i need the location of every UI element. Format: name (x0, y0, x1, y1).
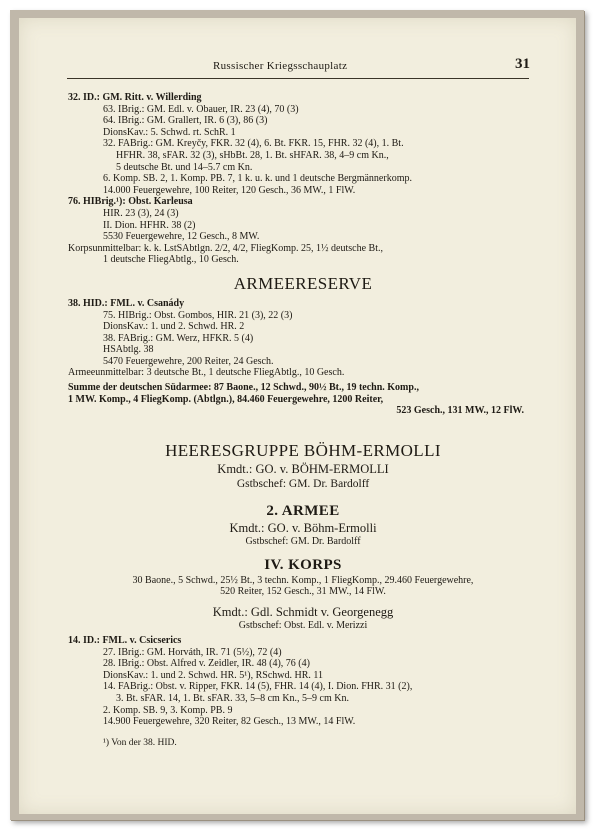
text-line: DionsKav.: 5. Schwd. rt. SchR. 1 (103, 126, 236, 138)
heeresgruppe-commander: Kmdt.: GO. v. BÖHM-ERMOLLI (217, 461, 389, 476)
text-line: Korpsunmittelbar: k. k. LstSAbtlgn. 2/2, 4/2, FliegKomp. 25, 1½ deutsche Bt., (68, 242, 383, 254)
korps-chief-of-staff: Gstbschef: Obst. Edl. v. Merizzi (238, 620, 368, 632)
summary-block (68, 382, 538, 417)
heeresgruppe-title: HEERESGRUPPE BÖHM-ERMOLLI (165, 440, 441, 460)
armeereserve-list (68, 298, 538, 379)
text-line: 27. IBrig.: GM. Horváth, IR. 71 (5½), 72 (4) (103, 646, 282, 658)
text-line: 75. HIBrig.: Obst. Gombos, HIR. 21 (3), 22 (3) (103, 309, 293, 321)
text-line: 28. IBrig.: Obst. Alfred v. Zeidler, IR. 48 (4), 76 (4) (103, 658, 310, 670)
korps-title: IV. KORPS (264, 556, 342, 573)
text-line: 38. FABrig.: GM. Werz, HFKR. 5 (4) (103, 332, 254, 344)
text-line: 14.900 Feuergewehre, 320 Reiter, 82 Gesch., 13 MW., 14 FlW. (103, 716, 356, 728)
text-line: HFHR. 38, sFAR. 32 (3), sHbBt. 28, 1. Bt. sHFAR. 38, 4–9 cm Kn., (116, 149, 389, 161)
text-line: HIR. 23 (3), 24 (3) (103, 207, 179, 219)
text-line: DionsKav.: 1. und 2. Schwd. HR. 2 (103, 321, 245, 333)
running-header (19, 56, 576, 78)
text-line: 76. HIBrig.¹): Obst. Karleusa (68, 196, 193, 208)
korps-strength-line: 30 Baone., 5 Schwd., 25½ Bt., 3 techn. Komp., 1 FliegKomp., 29.460 Feuergewehre, (132, 574, 474, 586)
text-line: 1 deutsche FliegAbtlg., 10 Gesch. (103, 254, 239, 266)
korps-strength-line: 520 Reiter, 152 Gesch., 31 MW., 14 FlW. (220, 586, 386, 598)
text-line: 5530 Feuergewehre, 12 Gesch., 8 MW. (103, 231, 260, 243)
text-line: 32. FABrig.: GM. Kreyčy, FKR. 32 (4), 6. Bt. FKR. 15, FHR. 32 (4), 1. Bt. (103, 138, 404, 150)
book-page (19, 18, 576, 814)
text-line: 14. ID.: FML. v. Csicserics (68, 635, 182, 647)
text-line: 38. HID.: FML. v. Csanády (68, 297, 185, 309)
header-rule (67, 78, 529, 79)
armee-title: 2. ARMEE (266, 502, 340, 519)
text-line: DionsKav.: 1. und 2. Schwd. HR. 5¹), RSchwd. HR. 11 (103, 669, 324, 681)
armee-commander: Kmdt.: GO. v. Böhm-Ermolli (229, 520, 377, 535)
page-number: 31 (515, 56, 530, 72)
page-content (68, 92, 538, 749)
text-line: 3. Bt. sFAR. 14, 1. Bt. sFAR. 33, 5–8 cm Kn., 5–9 cm Kn. (116, 693, 349, 704)
summary-line: Summe der deutschen Südarmee: 87 Baone., 12 Schwd., 90½ Bt., 19 techn. Komp., (68, 382, 419, 394)
text-line: 63. IBrig.: GM. Edl. v. Obauer, IR. 23 (4), 70 (3) (103, 103, 299, 115)
korps-commander: Kmdt.: Gdl. Schmidt v. Georgenegg (212, 605, 394, 620)
text-line: 64. IBrig.: GM. Grallert, IR. 6 (3), 86 (3) (103, 115, 268, 127)
text-line: 5470 Feuergewehre, 200 Reiter, 24 Gesch. (103, 355, 274, 367)
section-heading-armeereserve: ARMEERESERVE (233, 273, 373, 293)
text-line: II. Dion. HFHR. 38 (2) (103, 219, 196, 231)
korps-order-of-battle (68, 92, 538, 266)
text-line: 5 deutsche Bt. und 14–5.7 cm Kn. (116, 161, 253, 173)
summary-line: 1 MW. Komp., 4 FliegKomp. (Abtlgn.), 84.460 Feuergewehre, 1200 Reiter, (68, 393, 384, 405)
heeresgruppe-chief-of-staff: Gstbschef: GM. Dr. Bardolff (236, 477, 370, 490)
text-line: 14.000 Feuergewehre, 100 Reiter, 120 Gesch., 36 MW., 1 FlW. (103, 184, 356, 196)
summary-line: 523 Gesch., 131 MW., 12 FlW. (396, 405, 524, 417)
running-title: Russischer Kriegsschauplatz (213, 60, 348, 72)
text-line: 6. Komp. SB. 2, 1. Komp. PB. 7, 1 k. u. k. und 1 deutsche Bergmännerkomp. (103, 173, 412, 185)
text-line: 32. ID.: GM. Ritt. v. Willerding (68, 92, 202, 103)
armee-chief-of-staff: Gstbschef: GM. Dr. Bardolff (245, 535, 361, 547)
text-line: HSAbtlg. 38 (103, 344, 154, 356)
text-line: 2. Komp. SB. 9, 3. Komp. PB. 9 (103, 704, 233, 716)
footnote: ¹) Von der 38. HID. (103, 737, 177, 748)
text-line: Armeeunmittelbar: 3 deutsche Bt., 1 deutsche FliegAbtlg., 10 Gesch. (68, 367, 345, 379)
text-line: 14. FABrig.: Obst. v. Ripper, FKR. 14 (5), FHR. 14 (4), I. Dion. FHR. 31 (2), (103, 681, 413, 693)
division-order-of-battle (68, 635, 538, 728)
